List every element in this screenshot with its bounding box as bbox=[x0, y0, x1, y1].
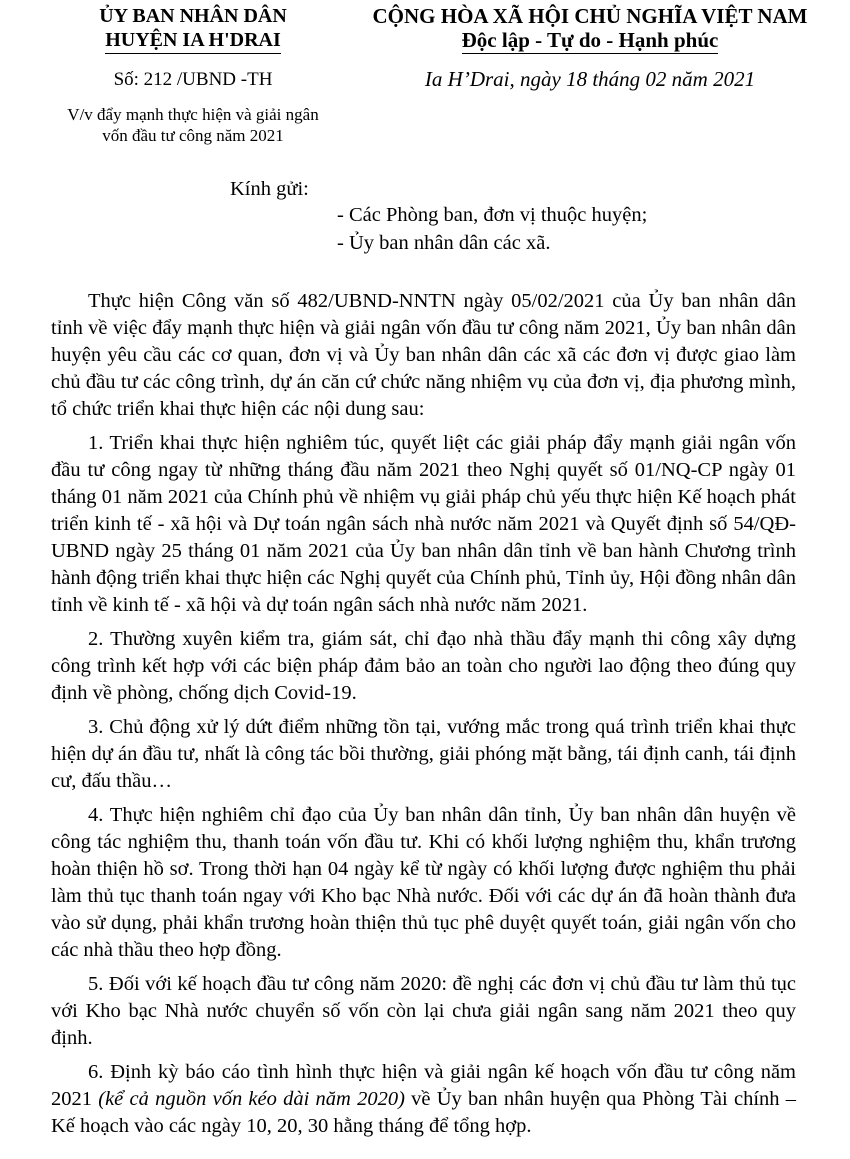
item-4-paragraph: 4. Thực hiện nghiêm chỉ đạo của Ủy ban nhân dân tỉnh, Ủy ban nhân dân huyện về công tác nghiệm thu, thanh toán vốn đầu tư. Khi có khối lượng nghiệm thu, khẩn trương hoàn thiện hồ sơ. Trong thời hạn 04 ngày kể từ ngày có khối lượng được nghiệm thu phải làm thủ tục thanh toán ngay với Kho bạc Nhà nước. Đối với các dự án đã hoàn thành đưa vào sử dụng, phải khẩn trương hoàn thiện thủ tục phê duyệt quyết toán, giải ngân vốn cho các nhà thầu theo hợp đồng. bbox=[51, 804, 796, 961]
place-and-date: Ia H’Drai, ngày 18 tháng 02 năm 2021 bbox=[424, 67, 756, 91]
document-body bbox=[51, 288, 796, 1147]
recipient-item: - Ủy ban nhân dân các xã. bbox=[337, 232, 551, 254]
item-5-paragraph: 5. Đối với kế hoạch đầu tư công năm 2020: đề nghị các đơn vị chủ đầu tư làm thủ tục với Kho bạc Nhà nước chuyển số vốn còn lại chưa giải ngân sang năm 2021 theo quy định. bbox=[51, 973, 796, 1049]
subject-line1: V/v đẩy mạnh thực hiện và giải ngân bbox=[67, 105, 319, 124]
national-header-block bbox=[340, 4, 840, 91]
item-3-paragraph: 3. Chủ động xử lý dứt điểm những tồn tại, vướng mắc trong quá trình triển khai thực hiện dự án đầu tư, nhất là công tác bồi thường, giải phóng mặt bằng, tái định canh, tái định cư, đấu thầu… bbox=[51, 716, 796, 792]
issuing-agency-block bbox=[48, 4, 338, 146]
document-number: Số: 212 /UBND -TH bbox=[113, 69, 273, 90]
agency-name-line1: ỦY BAN NHÂN DÂN bbox=[99, 5, 287, 27]
addressee-label: Kính gửi: bbox=[230, 178, 309, 200]
item-6-text-end: về Ủy ban nhân huyện qua Phòng Tài chính – Kế hoạch vào các ngày 10, 20, 30 hằng tháng để tổng hợp. bbox=[51, 1088, 796, 1137]
national-motto: Độc lập - Tự do - Hạnh phúc bbox=[461, 28, 719, 52]
item-2-paragraph: 2. Thường xuyên kiểm tra, giám sát, chỉ đạo nhà thầu đẩy mạnh thi công xây dựng công trình kết hợp với các biện pháp đảm bảo an toàn cho người lao động theo đúng quy định về phòng, chống dịch Covid-19. bbox=[51, 628, 796, 704]
recipient-list bbox=[337, 201, 647, 257]
item-6-text-start: 6. Định kỳ báo cáo tình hình thực hiện và giải ngân kế hoạch vốn đầu tư công năm 2021 bbox=[51, 1061, 796, 1110]
intro-paragraph: Thực hiện Công văn số 482/UBND-NNTN ngày 05/02/2021 của Ủy ban nhân dân tỉnh về việc đẩy mạnh thực hiện và giải ngân vốn đầu tư công năm 2021, Ủy ban nhân dân huyện yêu cầu các cơ quan, đơn vị và Ủy ban nhân dân các xã các đơn vị được giao làm chủ đầu tư các công trình, dự án căn cứ chức năng nhiệm vụ của đơn vị, địa phương mình, tổ chức triển khai thực hiện các nội dung sau: bbox=[51, 290, 796, 420]
agency-name-line2: HUYỆN IA H'DRAI bbox=[105, 28, 281, 54]
item-6-italic-note: (kể cả nguồn vốn kéo dài năm 2020) bbox=[98, 1088, 405, 1110]
item-1-paragraph: 1. Triển khai thực hiện nghiêm túc, quyết liệt các giải pháp đẩy mạnh giải ngân vốn đầu tư công ngay từ những tháng đầu năm 2021 theo Nghị quyết số 01/NQ-CP ngày 01 tháng 01 năm 2021 của Chính phủ về nhiệm vụ giải pháp chủ yếu thực hiện Kế hoạch phát triển kinh tế - xã hội và Dự toán ngân sách nhà nước năm 2021 và Quyết định số 54/QĐ-UBND ngày 25 tháng 01 năm 2021 của Ủy ban nhân dân tỉnh về ban hành Chương trình hành động triển khai thực hiện các Nghị quyết của Chính phủ, Tỉnh ủy, Hội đồng nhân dân tỉnh về kinh tế - xã hội và dự toán ngân sách nhà nước năm 2021. bbox=[51, 432, 796, 616]
subject-line2: vốn đầu tư công năm 2021 bbox=[102, 126, 284, 145]
item-6-paragraph bbox=[51, 1059, 796, 1140]
country-name: CỘNG HÒA XÃ HỘI CHỦ NGHĨA VIỆT NAM bbox=[372, 4, 808, 28]
recipient-item: - Các Phòng ban, đơn vị thuộc huyện; bbox=[337, 204, 648, 226]
